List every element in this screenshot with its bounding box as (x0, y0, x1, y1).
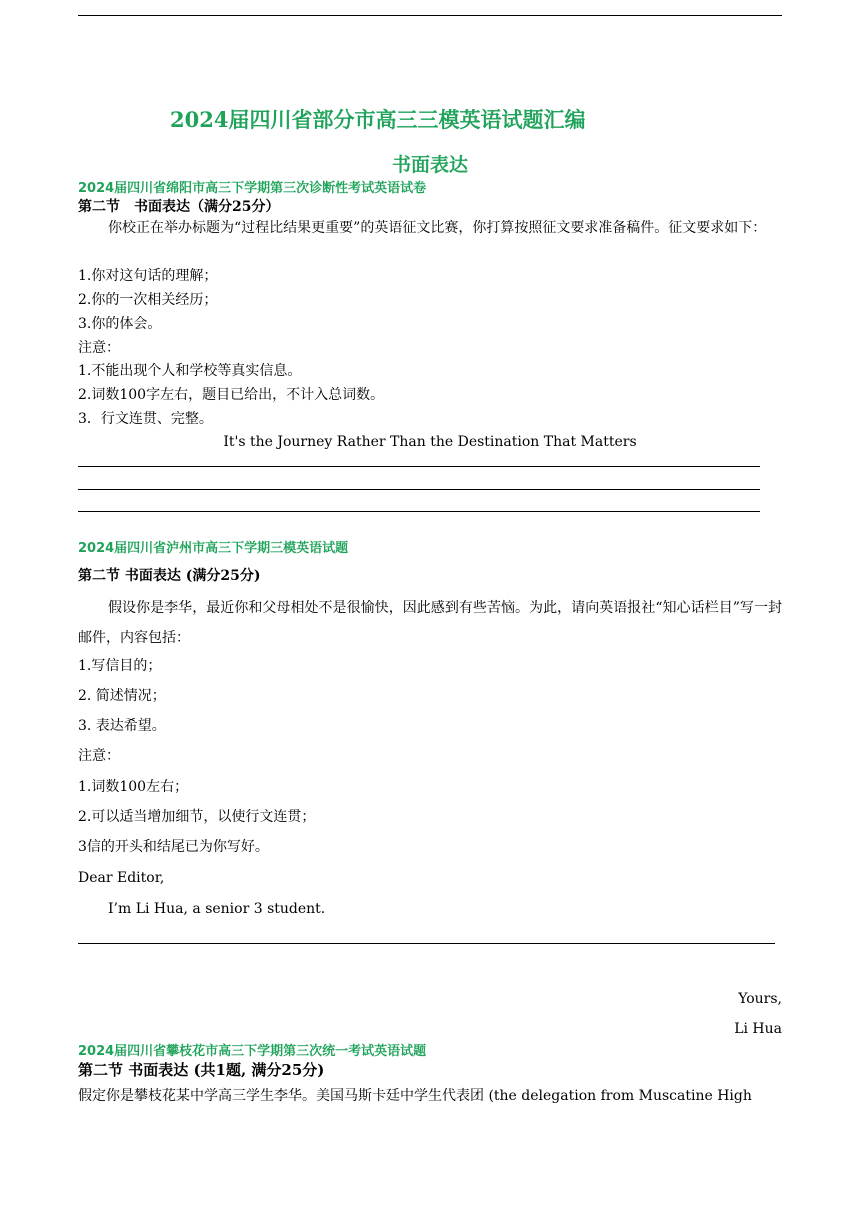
section-2-item-3: 3. 表达希望。 (78, 718, 166, 734)
section-2-item-2: 2. 简述情况； (78, 688, 166, 704)
document-title: 2024届四川省部分市高三三模英语试题汇编 (170, 107, 586, 132)
section-2-note-1: 1.词数100左右； (78, 779, 189, 795)
section-3-heading: 第二节 书面表达 (共1题, 满分25分) (78, 1061, 325, 1079)
section-1-item-2: 2.你的一次相关经历； (78, 292, 218, 308)
section-1-item-1: 1.你对这句话的理解； (78, 268, 218, 284)
letter-salutation: Dear Editor, (78, 870, 165, 886)
section-1-note-3: 3．行文连贯、完整。 (78, 411, 213, 427)
section-2-notes-label: 注意： (78, 748, 120, 764)
section-3-source: 2024届四川省攀枝花市高三下学期第三次统一考试英语试题 (78, 1044, 427, 1059)
section-2-source: 2024届四川省泸州市高三下学期三模英语试题 (78, 541, 349, 556)
answer-line[interactable] (78, 466, 760, 467)
answer-line[interactable] (78, 489, 760, 490)
section-1-item-3: 3.你的体会。 (78, 316, 162, 332)
section-1-essay-title: It's the Journey Rather Than the Destination That Matters (223, 434, 637, 450)
section-1-heading: 第二节 书面表达（满分25分） (78, 199, 280, 215)
section-2-note-3: 3信的开头和结尾已为你写好。 (78, 839, 269, 855)
section-2-prompt: 假设你是李华，最近你和父母相处不是很愉快，因此感到有些苦恼。为此，请向英语报社“知心话栏目”写一封邮件，内容包括： (78, 600, 782, 646)
section-3-prompt: 假定你是攀枝花某中学高三学生李华。美国马斯卡廷中学生代表团 (the delegation from Muscatine High (78, 1088, 752, 1104)
section-1-note-2: 2.词数100字左右，题目已给出，不计入总词数。 (78, 387, 385, 403)
section-1-notes-label: 注意： (78, 340, 120, 356)
letter-signature: Li Hua (734, 1021, 782, 1037)
answer-line[interactable] (78, 943, 775, 944)
document-subtitle: 书面表达 (391, 154, 468, 176)
letter-closing: Yours, (738, 991, 782, 1007)
letter-opening: I’m Li Hua, a senior 3 student. (108, 901, 326, 917)
section-2-heading: 第二节 书面表达 (满分25分) (78, 568, 261, 584)
answer-line[interactable] (78, 511, 760, 512)
section-2-item-1: 1.写信目的； (78, 658, 162, 674)
section-1-note-1: 1.不能出现个人和学校等真实信息。 (78, 363, 302, 379)
section-2-note-2: 2.可以适当增加细节，以使行文连贯； (78, 809, 316, 825)
section-1-prompt: 你校正在举办标题为“过程比结果更重要”的英语征文比赛，你打算按照征文要求准备稿件。征文要求如下： (108, 220, 767, 236)
section-1-source: 2024届四川省绵阳市高三下学期第三次诊断性考试英语试卷 (78, 181, 427, 196)
header-rule (78, 15, 782, 16)
